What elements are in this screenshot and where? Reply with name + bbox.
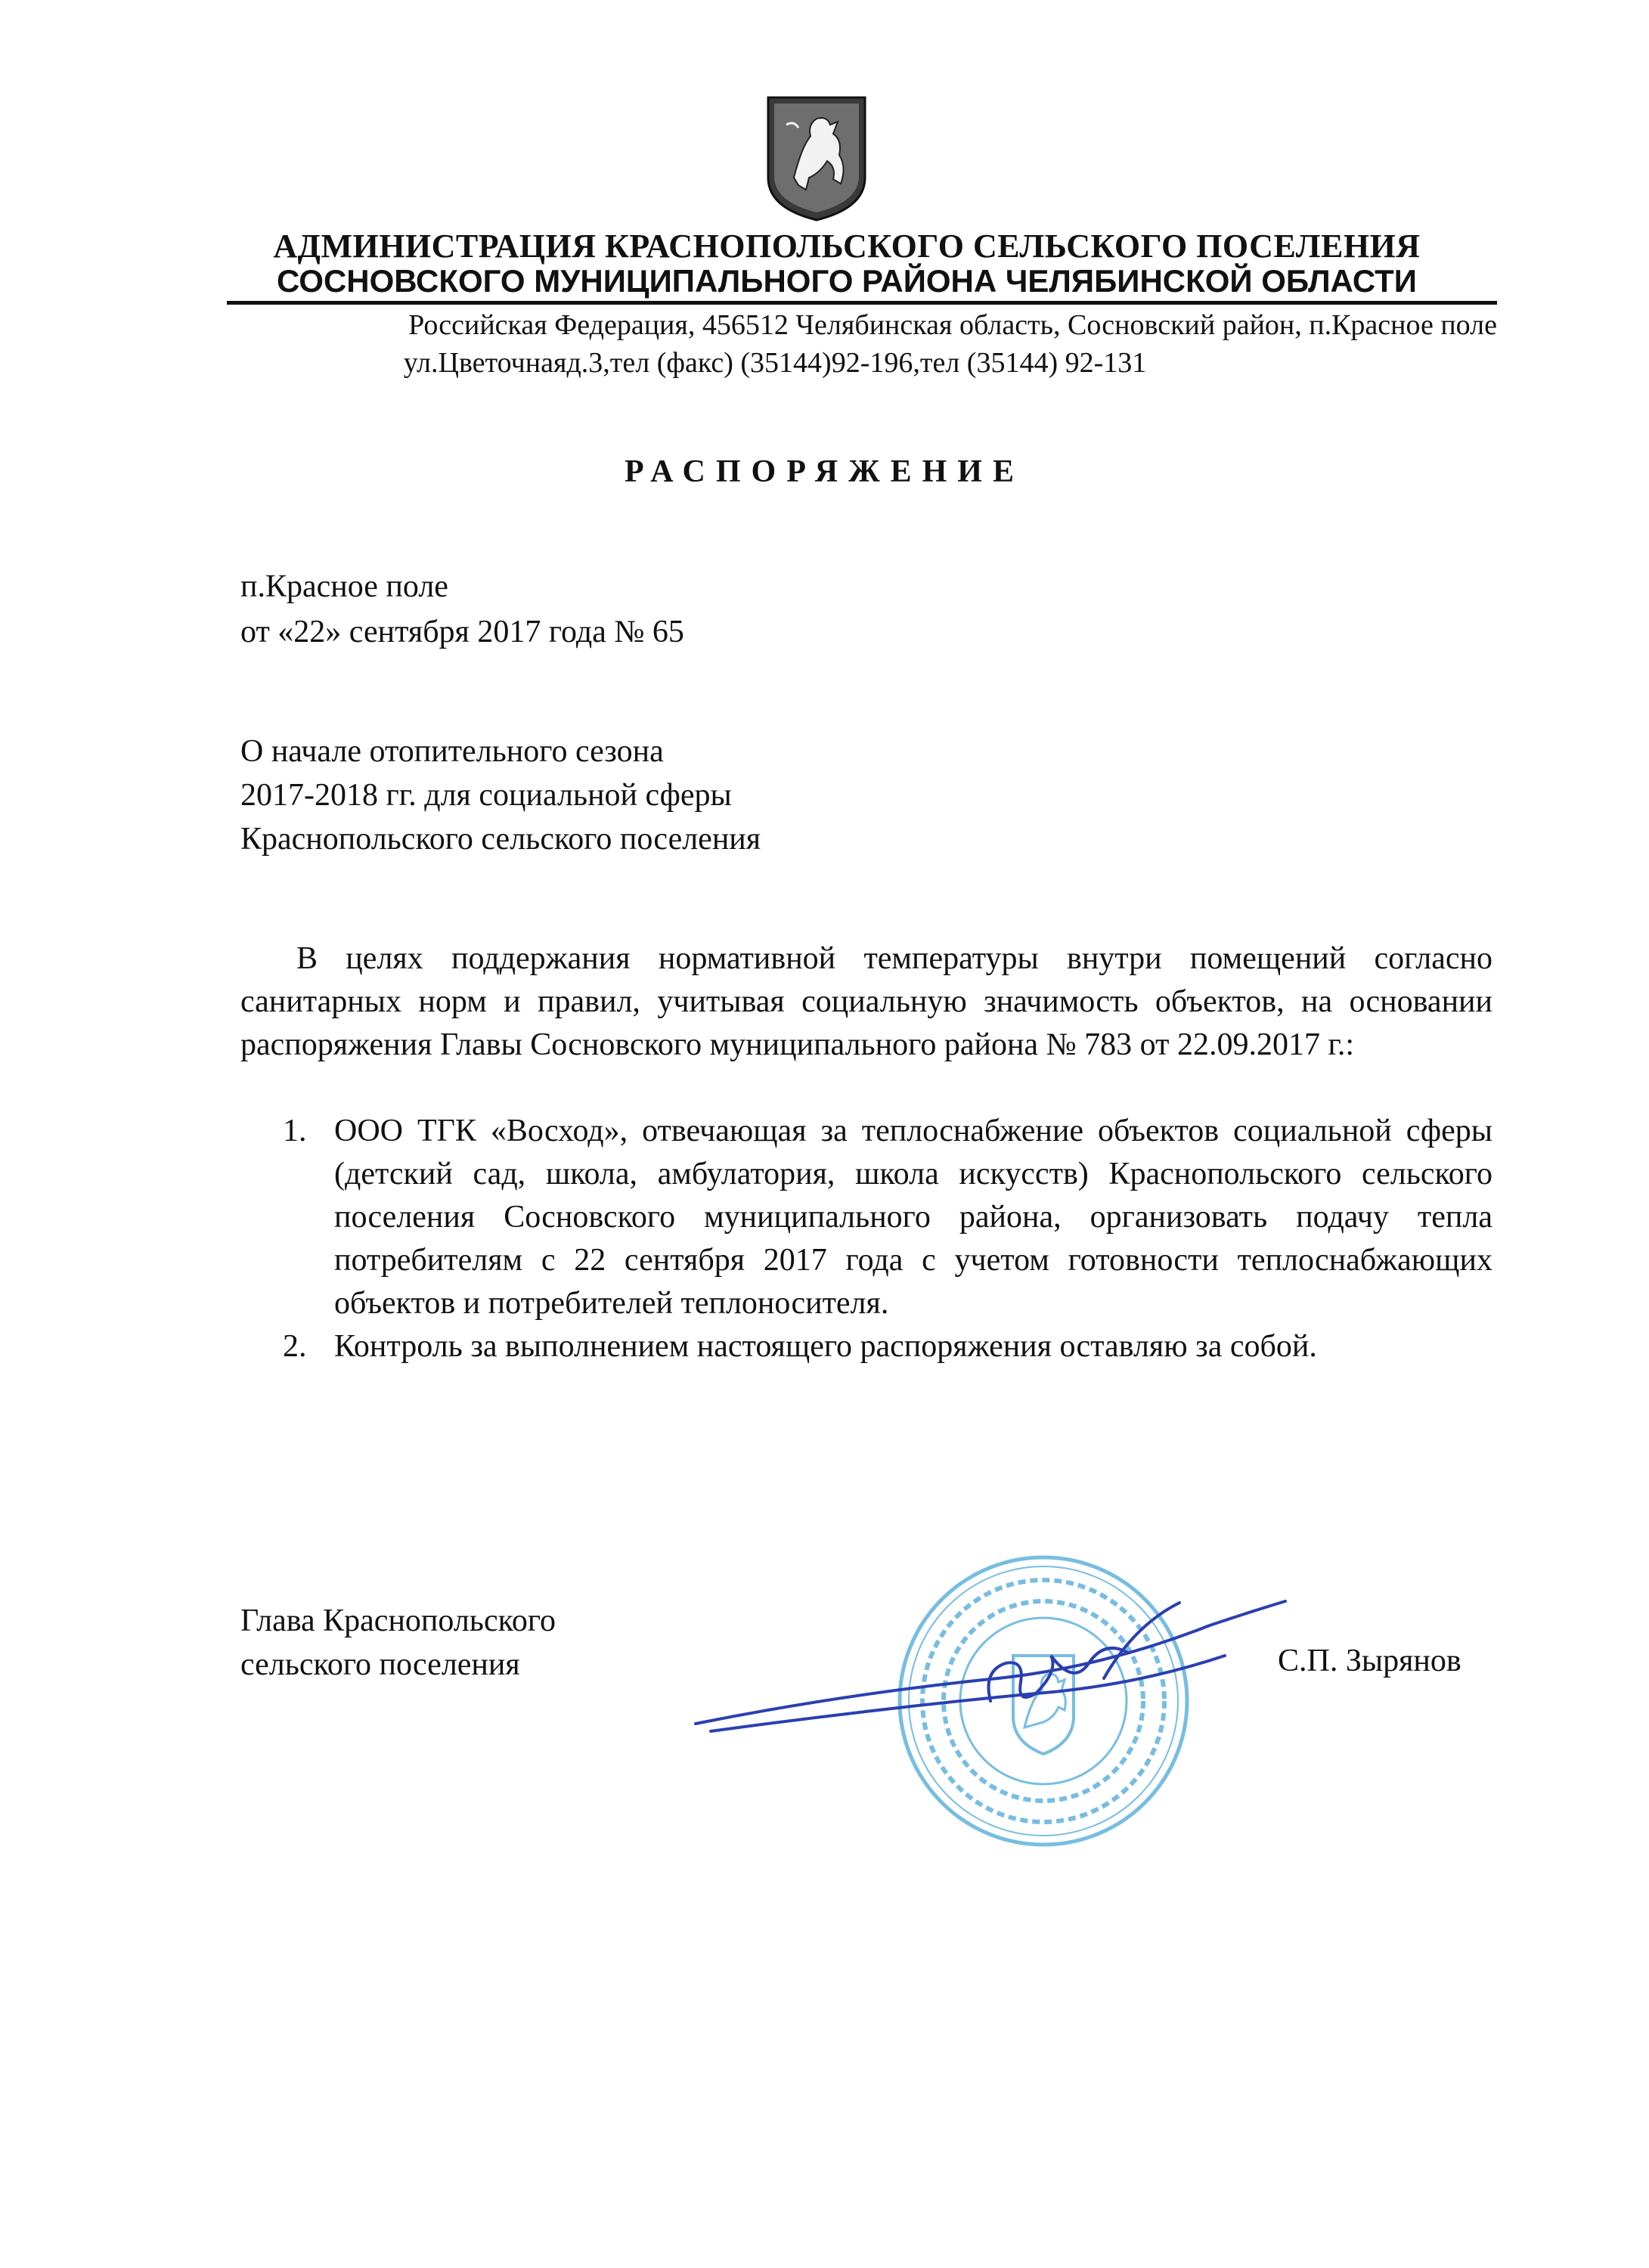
document-date-number: от «22» сентября 2017 года № 65 — [240, 615, 684, 649]
subject-line: Краснопольского сельского поселения — [240, 822, 761, 857]
coat-of-arms-icon — [764, 94, 869, 223]
handwritten-signature-icon — [680, 1580, 1300, 1777]
address-line: Российская Федерация, 456512 Челябинская область, Сосновский район, п.Красное поле — [408, 309, 1497, 341]
order-items — [240, 1110, 1492, 1368]
signatory-name: С.П. Зырянов — [1278, 1644, 1461, 1678]
item-text: Контроль за выполнением настоящего распоряжения оставляю за собой. — [334, 1329, 1317, 1364]
document-title: РАСПОРЯЖЕНИЕ — [625, 454, 1024, 489]
item-text: ООО ТГК «Восход», отвечающая за теплоснабжение объектов социальной сферы (детский сад, школа, амбулатория, школа искусств) Краснопольского сельского поселения Сосновского муниципального района, организовать подачу тепла потребителям с 22 сентября 2017 года с учетом готовности теплоснабжающих объектов и потребителей теплоносителя. — [334, 1114, 1492, 1321]
position-line: сельского поселения — [240, 1647, 520, 1682]
item-number: 1. — [283, 1114, 307, 1148]
subject-line: О начале отопительного сезона — [240, 734, 664, 769]
document-body: В целях поддержания нормативной температуры внутри помещений согласно санитарных норм и правил, учитывая социальную значимость объектов, на основании распоряжения Главы Сосновского муниципального района № 783 от 22.09.2017 г.: — [240, 941, 1492, 1062]
item-number: 2. — [283, 1329, 307, 1364]
contact-line: ул.Цветочнаяд.3,тел (факс) (35144)92-196,тел (35144) 92-131 — [403, 347, 1147, 379]
subject-line: 2017-2018 гг. для социальной сферы — [240, 778, 732, 813]
document-place: п.Красное поле — [240, 569, 448, 604]
list-item — [240, 1325, 1492, 1368]
header-divider — [227, 301, 1497, 305]
organization-district: СОСНОВСКОГО МУНИЦИПАЛЬНОГО РАЙОНА ЧЕЛЯБИНСКОЙ ОБЛАСТИ — [277, 263, 1417, 299]
position-line: Глава Краснопольского — [240, 1603, 556, 1638]
signatory-position — [240, 1599, 556, 1687]
organization-name: АДМИНИСТРАЦИЯ КРАСНОПОЛЬСКОГО СЕЛЬСКОГО ПОСЕЛЕНИЯ — [273, 228, 1421, 265]
list-item — [240, 1110, 1492, 1325]
document-subject — [240, 730, 761, 861]
